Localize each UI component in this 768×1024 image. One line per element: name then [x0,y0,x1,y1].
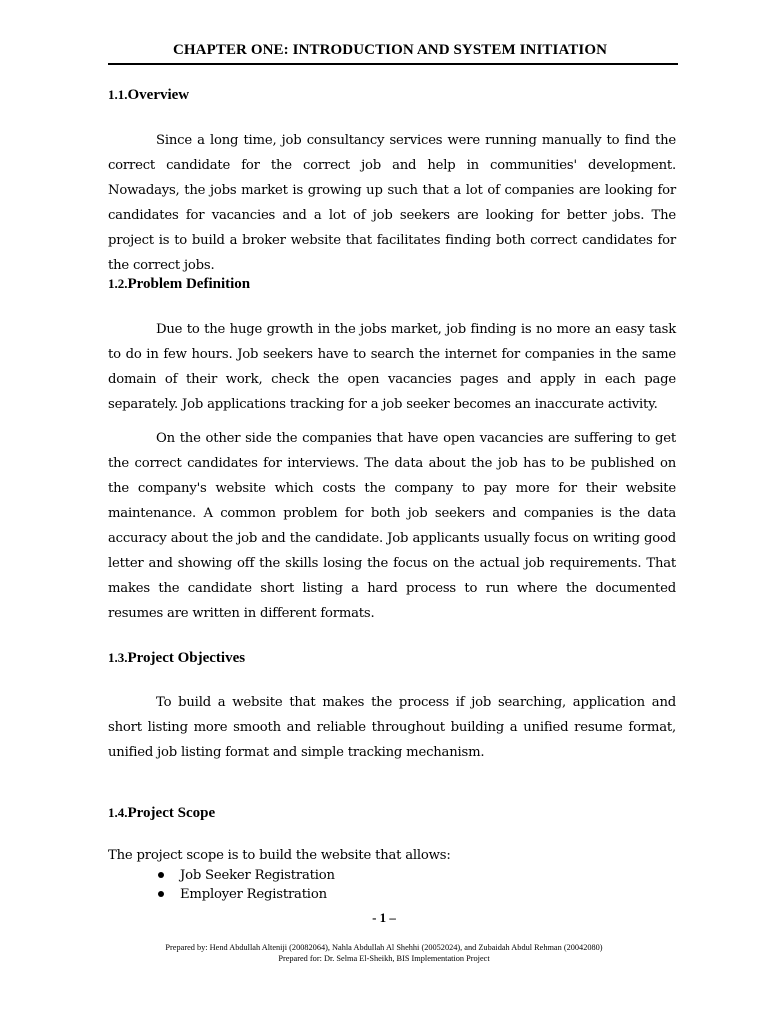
scope-list [108,866,335,904]
paragraph-problem-2: On the other side the companies that have open vacancies are suffering to get the correct candidates for interviews. The data about the job has to be published on the company's website which costs the company to pay more for their website maintenance. A common problem for both job seekers and companies is the data accuracy about the job and the candidate. Job applicants usually focus on writing good letter and showing off the skills losing the focus on the actual job requirements. That makes the candidate short listing a hard process to run where the documented resumes are written in different formats. [108,431,676,621]
paragraph-objectives: To build a website that makes the process if job searching, application and short listing more smooth and reliable throughout building a unified resume format, unified job listing format and simple tracking mechanism. [108,695,676,760]
section-title: Problem Definition [127,276,251,292]
section-number: 1.2. [108,276,128,291]
page-number: - 1 – [372,910,396,925]
section-title: Project Scope [127,805,216,821]
chapter-title-rule [108,63,678,65]
section-heading-project-objectives [108,650,245,667]
section-number: 1.4. [108,805,128,820]
footer-prepared-for: Prepared for: Dr. Selma El-Sheikh, BIS Implementation Project [278,954,490,963]
section-title: Project Objectives [127,650,246,666]
footer-prepared-by: Prepared by: Hend Abdullah Alteniji (20082064), Nahla Abdullah Al Shehhi (20052024), and Zubaidah Abdul Rehman (20042080) [165,943,603,952]
paragraph-scope-intro: The project scope is to build the website that allows: [108,848,451,863]
bullet-icon [158,891,164,897]
section-title: Overview [127,87,190,103]
chapter-title: CHAPTER ONE: INTRODUCTION AND SYSTEM INITIATION [172,42,608,58]
list-item: Employer Registration [108,885,335,904]
section-heading-problem-definition [108,276,250,293]
paragraph-problem-1: Due to the huge growth in the jobs market, job finding is no more an easy task to do in few hours. Job seekers have to search the internet for companies in the same domain of their work, check the open vacancies pages and apply in each page separately. Job applications tracking for a job seeker becomes an inaccurate activity. [108,322,676,412]
paragraph-overview: Since a long time, job consultancy services were running manually to find the correct candidate for the correct job and help in communities' development. Nowadays, the jobs market is growing up such that a lot of companies are looking for candidates for vacancies and a lot of job seekers are looking for better jobs. The project is to build a broker website that facilitates finding both correct candidates for the correct jobs. [108,133,676,273]
section-number: 1.3. [108,650,128,665]
section-number: 1.1. [108,87,128,102]
section-heading-project-scope [108,805,215,822]
section-heading-overview [108,87,189,104]
list-item: Job Seeker Registration [108,866,335,885]
bullet-icon [158,872,164,878]
